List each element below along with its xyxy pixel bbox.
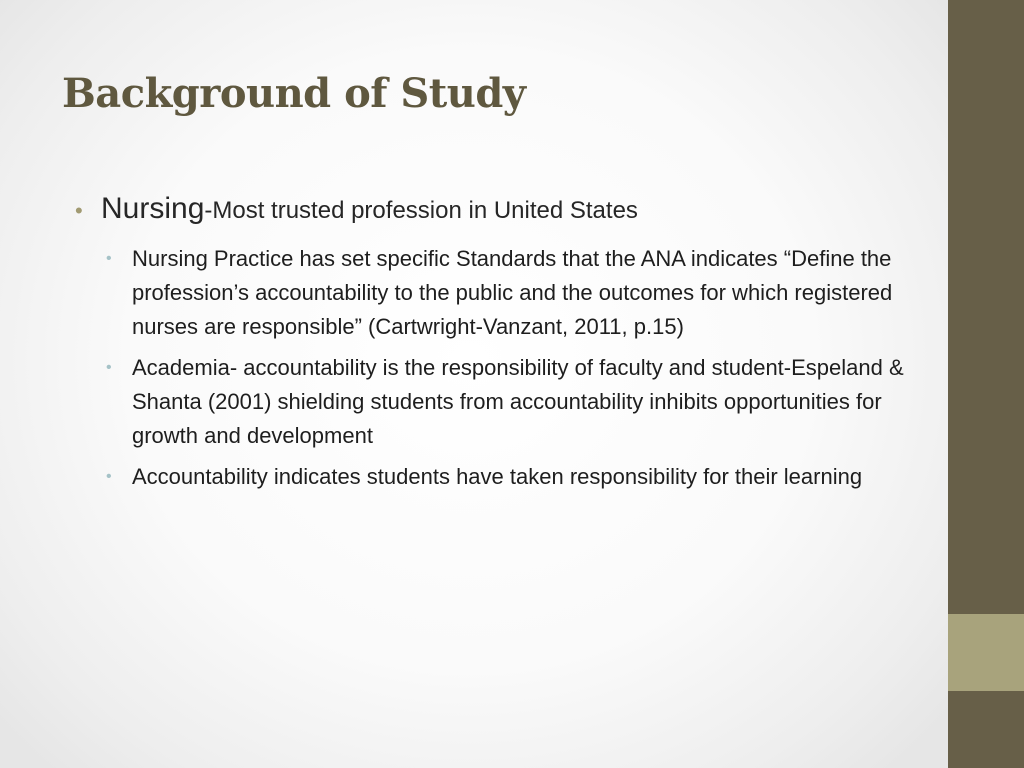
- sub-bullet-text: Academia- accountability is the responsibility of faculty and student-Espeland & Shanta (2001) shielding students from accountability inhibits opportunities for growth and development: [132, 355, 904, 448]
- sub-bullet-item: [106, 351, 906, 453]
- bullet-dot-icon: •: [106, 250, 112, 267]
- side-accent-block: [948, 614, 1024, 691]
- bullet-lead-text: Nursing: [101, 192, 205, 225]
- bullet-dot-icon: •: [106, 468, 112, 485]
- sub-bullet-list: [106, 242, 906, 501]
- bullet-dot-icon: •: [106, 359, 112, 376]
- sub-bullet-item: [106, 460, 906, 494]
- bullet-rest-text: -Most trusted profession in United States: [204, 197, 638, 224]
- bullet-level1: [75, 192, 915, 226]
- slide-title: Background of Study: [62, 70, 526, 117]
- sub-bullet-text: Nursing Practice has set specific Standards that the ANA indicates “Define the profession’s accountability to the public and the outcomes for which registered nurses are responsible” (Cartwright-Vanzant, 2011, p.15): [132, 246, 893, 339]
- sub-bullet-item: [106, 242, 906, 344]
- sub-bullet-text: Accountability indicates students have taken responsibility for their learning: [132, 464, 863, 489]
- bullet-dot-icon: •: [75, 198, 83, 223]
